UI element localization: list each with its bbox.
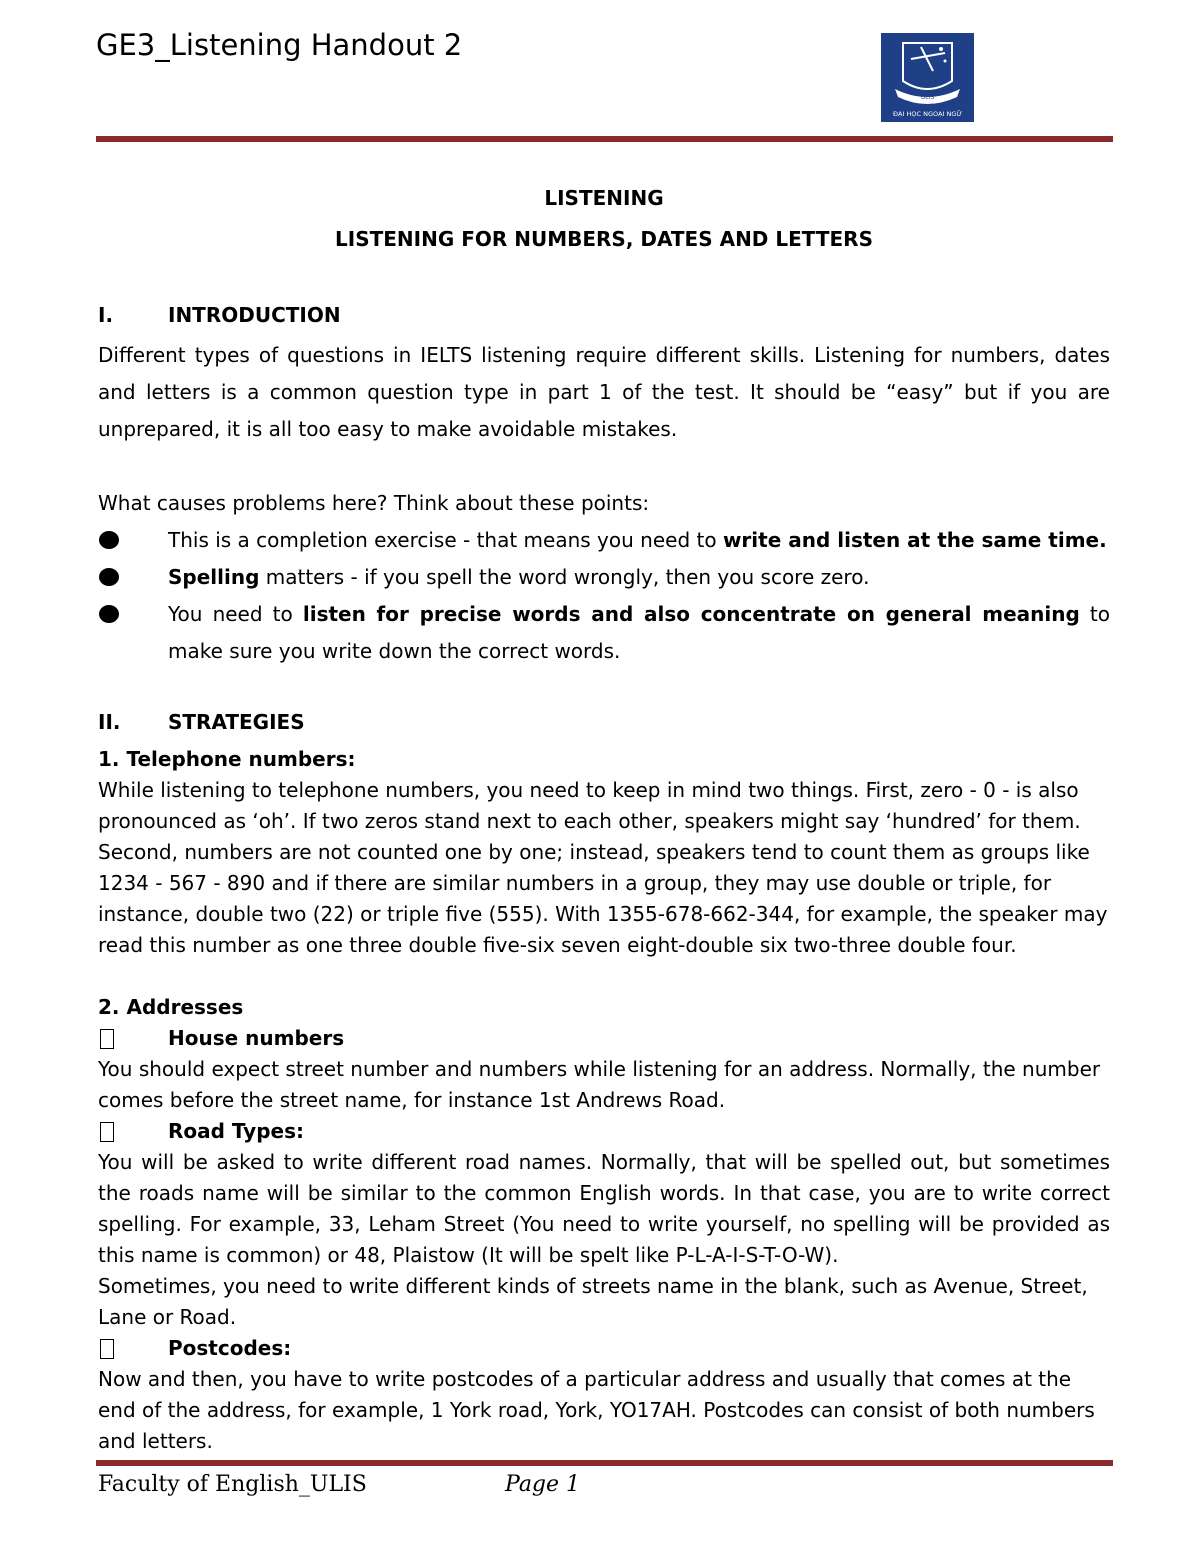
checkbox-glyph-icon xyxy=(98,1333,168,1364)
header-title: GE3_Listening Handout 2 xyxy=(96,28,463,62)
section-heading-intro xyxy=(98,300,1110,331)
house-paragraph: You should expect street number and numbers while listening for an address. Normally, the number comes before the street name, for instance 1st Andrews Road. xyxy=(98,1057,1101,1112)
postcode-paragraph: Now and then, you have to write postcodes of a particular address and usually that comes at the end of the address, for example, 1 York road, York, YO17AH. Postcodes can consist of both numbers and letters. xyxy=(98,1367,1095,1453)
page-number: Page 1 xyxy=(505,1472,581,1497)
section-title: INTRODUCTION xyxy=(168,303,341,327)
bullet-item xyxy=(98,522,1110,559)
bullet-text: matters - if you spell the word wrongly, then you score zero. xyxy=(259,565,870,589)
university-logo xyxy=(881,33,974,122)
section-number: II. xyxy=(98,710,121,734)
item-label: Postcodes: xyxy=(168,1336,292,1360)
checkbox-glyph-icon xyxy=(98,1023,168,1054)
logo-caption-text: ĐẠI HỌC NGOẠI NGỮ xyxy=(893,110,962,118)
doc-title-2: LISTENING FOR NUMBERS, DATES AND LETTERS xyxy=(335,227,873,251)
bullet-emphasis: write and listen at the same time. xyxy=(722,528,1107,552)
logo-banner-text: ULIS xyxy=(920,94,935,101)
section-number: I. xyxy=(98,303,114,327)
road-paragraph-2: Sometimes, you need to write different kinds of streets name in the blank, such as Avenue, Street, Lane or Road. xyxy=(98,1274,1088,1329)
document-body xyxy=(98,178,1110,1457)
bullet-dot-icon xyxy=(98,559,168,596)
item-label: House numbers xyxy=(168,1026,345,1050)
road-paragraph: You will be asked to write different road names. Normally, that will be spelled out, but sometimes the roads name will be similar to the common English words. In that case, you are to write correct spelling. For example, 33, Leham Street (You need to write yourself, no spelling will be provided as this name is common) or 48, Plaistow (It will be spelt like P-L-A-I-S-T-O-W). xyxy=(98,1150,1110,1267)
footer-faculty: Faculty of English_ULIS xyxy=(98,1472,367,1497)
item-label: Road Types: xyxy=(168,1119,305,1143)
checkbox-glyph-icon xyxy=(98,1116,168,1147)
bullet-text: You need to xyxy=(168,602,303,626)
intro-paragraph: Different types of questions in IELTS listening require different skills. Listening for numbers, dates and letters is a common question type in part 1 of the test. It should be “easy” but if you are unprepared, it is all too easy to make avoidable mistakes. xyxy=(98,343,1110,441)
doc-title-1: LISTENING xyxy=(544,186,664,210)
list-item-road xyxy=(98,1116,1110,1147)
bullet-text: This is a completion exercise - that means you need to xyxy=(168,528,723,552)
list-item-postcode xyxy=(98,1333,1110,1364)
bullet-item xyxy=(98,559,1110,596)
footer-rule xyxy=(96,1460,1113,1466)
bullet-item xyxy=(98,596,1110,670)
bullet-dot-icon xyxy=(98,522,168,559)
section-heading-strategies xyxy=(98,707,1110,738)
list-item-house xyxy=(98,1023,1110,1054)
subheading-telephone: 1. Telephone numbers: xyxy=(98,747,356,771)
header-rule xyxy=(96,136,1113,142)
bullet-emphasis: listen for precise words and also concentrate on general meaning xyxy=(302,602,1080,626)
section-title: STRATEGIES xyxy=(168,710,305,734)
problems-lead: What causes problems here? Think about these points: xyxy=(98,491,650,515)
bullet-text: to make sure you write down the correct words. xyxy=(168,602,1110,663)
subheading-addresses: 2. Addresses xyxy=(98,995,244,1019)
bullet-dot-icon xyxy=(98,596,168,670)
bullet-emphasis: Spelling xyxy=(168,565,260,589)
telephone-paragraph: While listening to telephone numbers, you need to keep in mind two things. First, zero - 0 - is also pronounced as ‘oh’. If two zeros stand next to each other, speakers might say ‘hundred’ for them. Second, numbers are not counted one by one; instead, speakers tend to count them as groups like 1234 - 567 - 890 and if there are similar numbers in a group, they may use double or triple, for instance, double two (22) or triple five (555). With 1355-678-662-344, for example, the speaker may read this number as one three double five-six seven eight-double six two-three double four. xyxy=(98,778,1108,957)
